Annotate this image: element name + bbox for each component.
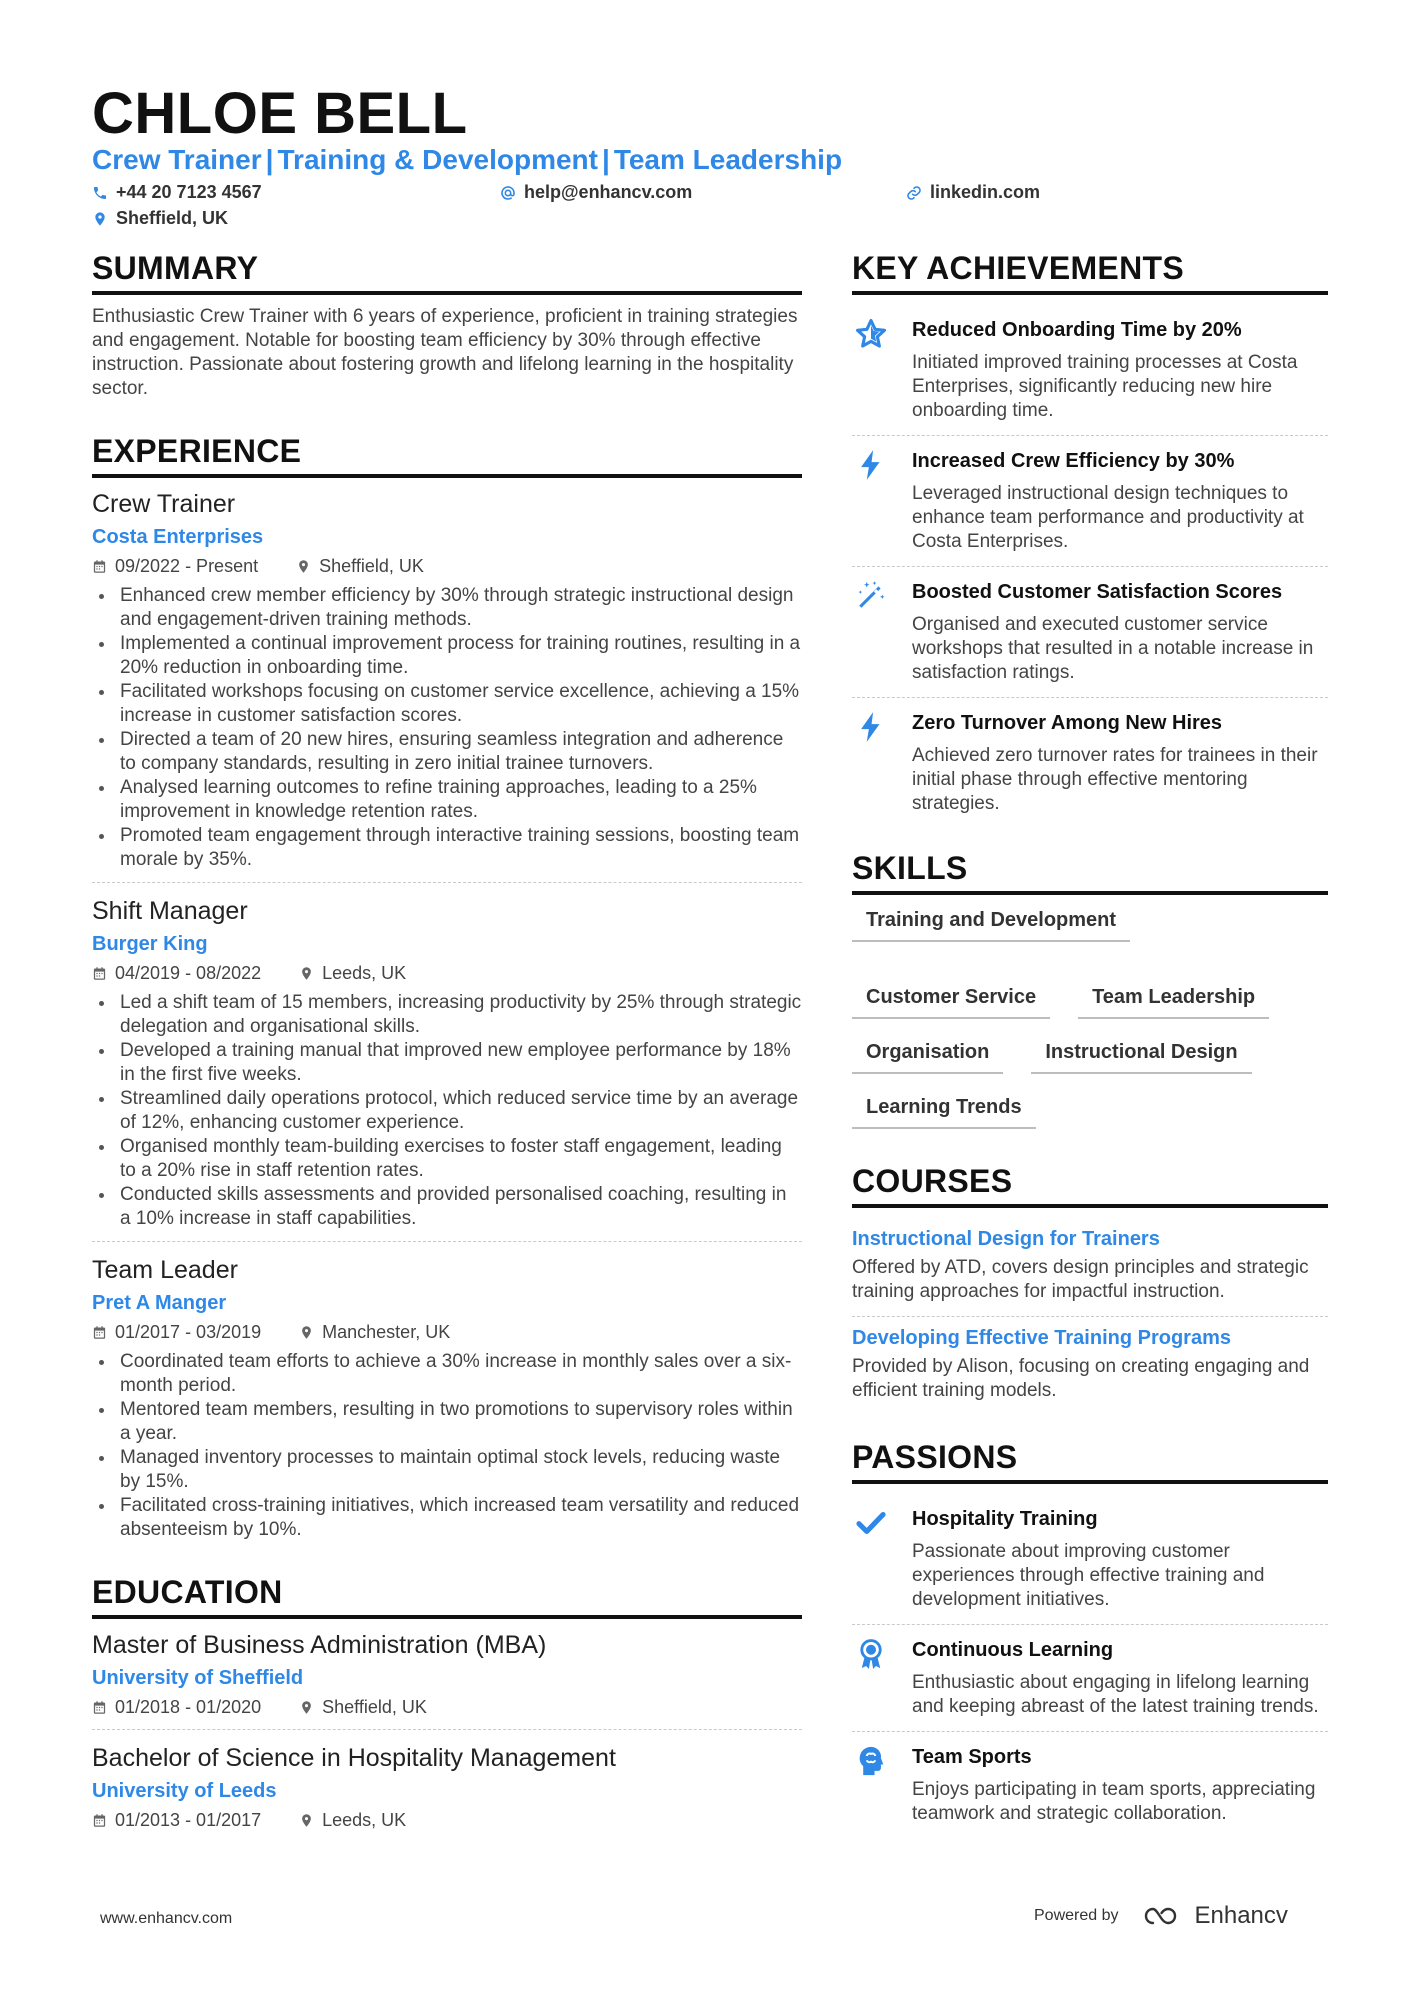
bullet-item: Managed inventory processes to maintain optimal stock levels, reducing waste by 15%. [92, 1446, 802, 1494]
job-title: Shift Manager [92, 897, 248, 925]
link-icon [906, 185, 922, 201]
passion-desc: Enjoys participating in team sports, appreciating teamwork and strategic collaboration. [912, 1779, 1316, 1824]
course-title: Developing Effective Training Programs [852, 1327, 1231, 1349]
footer-branding [1034, 1902, 1288, 1930]
bullet-item: Facilitated cross-training initiatives, which increased team versatility and reduced absenteeism by 10%. [92, 1494, 802, 1542]
calendar-icon [92, 1813, 107, 1828]
company-name: Pret A Manger [92, 1292, 227, 1314]
location-pin-icon [299, 1700, 314, 1715]
bullet-item: Facilitated workshops focusing on customer service excellence, achieving a 15% increase in customer satisfaction scores. [92, 680, 802, 728]
achievement-title: Zero Turnover Among New Hires [912, 712, 1223, 734]
achievement-item [852, 697, 1328, 828]
passion-desc: Enthusiastic about engaging in lifelong learning and keeping abreast of the latest training trends. [912, 1672, 1319, 1717]
bullet-item: Promoted team engagement through interactive training sessions, boosting team morale by 35%. [92, 824, 802, 872]
job-location: Leeds, UK [322, 963, 407, 983]
experience-entry [92, 488, 802, 882]
course-title: Instructional Design for Trainers [852, 1228, 1160, 1250]
experience-entry [92, 1241, 802, 1552]
bullet-item: Mentored team members, resulting in two promotions to supervisory roles within a year. [92, 1398, 802, 1446]
award-ribbon-icon [852, 1637, 912, 1719]
passion-item [852, 1494, 1328, 1624]
location-pin-icon [92, 211, 108, 227]
passion-item [852, 1731, 1328, 1838]
job-bullets [92, 991, 802, 1231]
job-location: Sheffield, UK [319, 556, 424, 576]
job-meta [92, 1320, 802, 1344]
bullet-item: Led a shift team of 15 members, increasing productivity by 25% through strategic delegation and organisational skills. [92, 991, 802, 1039]
achievement-desc: Initiated improved training processes at Costa Enterprises, significantly reducing new hire onboarding time. [912, 352, 1298, 421]
star-icon [852, 317, 912, 423]
location-pin-icon [296, 559, 311, 574]
tagline-item: Team Leadership [613, 144, 843, 175]
bullet-item: Enhanced crew member efficiency by 30% through strategic instructional design and engagement-driven training methods. [92, 584, 802, 632]
bullet-item: Conducted skills assessments and provided personalised coaching, resulting in a 10% increase in staff capabilities. [92, 1183, 802, 1231]
at-sign-icon [500, 185, 516, 201]
contact-email[interactable] [500, 182, 692, 203]
course-item [852, 1218, 1328, 1316]
footer-website[interactable]: www.enhancv.com [100, 1910, 233, 1927]
job-title: Team Leader [92, 1256, 238, 1284]
education-dates: 01/2018 - 01/2020 [115, 1697, 262, 1717]
calendar-icon [92, 966, 107, 981]
phone-icon [92, 185, 108, 201]
left-column [92, 250, 802, 1842]
course-desc: Offered by ATD, covers design principles and strategic training approaches for impactful instruction. [852, 1257, 1309, 1302]
location-pin-icon [299, 1813, 314, 1828]
brand-name: Enhancv [1194, 1902, 1288, 1929]
right-column [852, 250, 1328, 1838]
achievement-title: Increased Crew Efficiency by 30% [912, 450, 1235, 472]
skill-tag: Organisation [852, 1041, 1003, 1074]
passion-title: Team Sports [912, 1746, 1032, 1768]
lightning-icon [852, 448, 912, 554]
courses-heading: COURSES [852, 1163, 1328, 1208]
checkmark-icon [852, 1506, 912, 1612]
job-dates: 04/2019 - 08/2022 [115, 963, 262, 983]
calendar-icon [92, 1325, 107, 1340]
education-dates: 01/2013 - 01/2017 [115, 1810, 262, 1830]
job-bullets [92, 1350, 802, 1542]
passion-desc: Passionate about improving customer experiences through effective training and development initiatives. [912, 1541, 1265, 1610]
candidate-name: CHLOE BELL [92, 81, 468, 146]
linkedin-text: linkedin.com [930, 182, 1041, 202]
achievement-item [852, 435, 1328, 566]
infinity-logo-icon [1141, 1904, 1187, 1928]
bullet-item: Developed a training manual that improved new employee performance by 18% in the first five weeks. [92, 1039, 802, 1087]
summary-heading: SUMMARY [92, 250, 802, 295]
skill-tag: Training and Development [852, 909, 1130, 942]
bullet-item: Streamlined daily operations protocol, which reduced service time by an average of 12%, enhancing customer experience. [92, 1087, 802, 1135]
achievement-title: Reduced Onboarding Time by 20% [912, 319, 1242, 341]
achievement-desc: Leveraged instructional design techniques to enhance team performance and productivity at Costa Enterprises. [912, 483, 1304, 552]
school-name: University of Leeds [92, 1780, 277, 1802]
achievement-item [852, 566, 1328, 697]
experience-entry [92, 882, 802, 1241]
location-pin-icon [299, 966, 314, 981]
phone-text: +44 20 7123 4567 [116, 182, 262, 202]
passion-item [852, 1624, 1328, 1731]
degree-title: Master of Business Administration (MBA) [92, 1631, 547, 1659]
school-name: University of Sheffield [92, 1667, 304, 1689]
skills-heading: SKILLS [852, 850, 1328, 895]
head-brain-icon [852, 1744, 912, 1826]
contact-phone[interactable] [92, 182, 262, 203]
achievements-heading: KEY ACHIEVEMENTS [852, 250, 1328, 295]
calendar-icon [92, 1700, 107, 1715]
degree-title: Bachelor of Science in Hospitality Management [92, 1744, 616, 1772]
achievement-title: Boosted Customer Satisfaction Scores [912, 581, 1283, 603]
summary-text: Enthusiastic Crew Trainer with 6 years of experience, proficient in training strategies and engagement. Notable for boosting team efficiency by 30% through effective instruction. Passionate about fostering growth and lifelong learning in the hospitality sector. [92, 306, 798, 399]
skills-list [852, 909, 1328, 1129]
course-item [852, 1316, 1328, 1415]
bullet-item: Implemented a continual improvement process for training routines, resulting in a 20% reduction in onboarding time. [92, 632, 802, 680]
contact-location [92, 208, 228, 229]
powered-by-label: Powered by [1034, 1907, 1119, 1924]
bullet-item: Analysed learning outcomes to refine training approaches, leading to a 25% improvement in knowledge retention rates. [92, 776, 802, 824]
bullet-item: Organised monthly team-building exercises to foster staff engagement, leading to a 20% rise in staff retention rates. [92, 1135, 802, 1183]
location-text: Sheffield, UK [116, 208, 229, 228]
education-location: Sheffield, UK [322, 1697, 427, 1717]
bullet-item: Directed a team of 20 new hires, ensuring seamless integration and adherence to company standards, resulting in zero initial trainee turnovers. [92, 728, 802, 776]
job-meta [92, 554, 802, 578]
job-bullets [92, 584, 802, 872]
tagline-separator: | [265, 144, 274, 175]
location-pin-icon [299, 1325, 314, 1340]
skill-tag: Instructional Design [1031, 1041, 1251, 1074]
job-title: Crew Trainer [92, 490, 236, 518]
passion-title: Hospitality Training [912, 1508, 1098, 1530]
education-meta [92, 1695, 802, 1719]
education-meta [92, 1808, 802, 1832]
skill-tag: Learning Trends [852, 1096, 1036, 1129]
company-name: Costa Enterprises [92, 526, 264, 548]
achievement-desc: Organised and executed customer service workshops that resulted in a notable increase in satisfaction ratings. [912, 614, 1314, 683]
tagline-item: Training & Development [277, 144, 598, 175]
education-location: Leeds, UK [322, 1810, 407, 1830]
enhancv-logo[interactable] [1141, 1902, 1288, 1930]
company-name: Burger King [92, 933, 208, 955]
email-text: help@enhancv.com [524, 182, 693, 202]
skill-tag: Team Leadership [1078, 986, 1269, 1019]
achievement-item [852, 305, 1328, 435]
job-meta [92, 961, 802, 985]
magic-wand-icon [852, 579, 912, 685]
job-location: Manchester, UK [322, 1322, 451, 1342]
lightning-icon [852, 710, 912, 816]
passions-heading: PASSIONS [852, 1439, 1328, 1484]
achievement-desc: Achieved zero turnover rates for trainees in their initial phase through effective mentoring strategies. [912, 745, 1318, 814]
tagline-item: Crew Trainer [92, 144, 262, 175]
passion-title: Continuous Learning [912, 1639, 1114, 1661]
experience-heading: EXPERIENCE [92, 433, 802, 478]
calendar-icon [92, 559, 107, 574]
education-entry [92, 1629, 802, 1729]
bullet-item: Coordinated team efforts to achieve a 30% increase in monthly sales over a six-month period. [92, 1350, 802, 1398]
education-heading: EDUCATION [92, 1574, 802, 1619]
job-dates: 01/2017 - 03/2019 [115, 1322, 262, 1342]
skill-tag: Customer Service [852, 986, 1050, 1019]
tagline [92, 144, 842, 176]
course-desc: Provided by Alison, focusing on creating engaging and efficient training models. [852, 1356, 1310, 1401]
job-dates: 09/2022 - Present [115, 556, 259, 576]
tagline-separator: | [601, 144, 610, 175]
education-entry [92, 1729, 802, 1842]
contact-linkedin[interactable] [906, 182, 1040, 203]
